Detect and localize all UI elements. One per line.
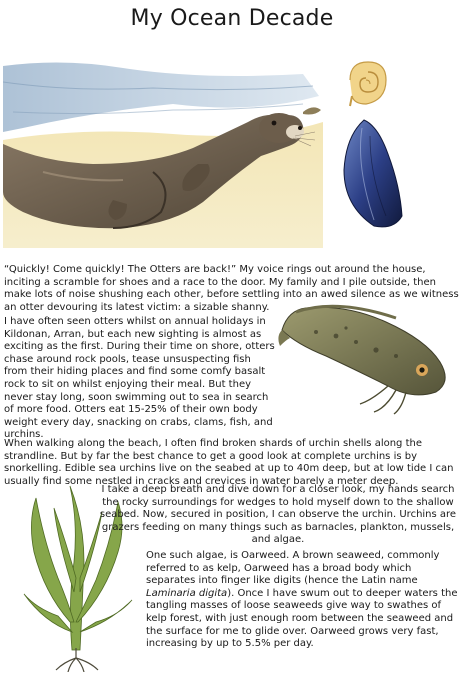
intro-paragraph: “Quickly! Come quickly! The Otters are back!” My voice rings out around the house, inciting a scramble for shoes and a race to the door. My family and I pile outside, then make lots of noise shushing each other, before settling into an awed silence as we witness an otter devouring its latest victim: a sizable shanny. <box>4 264 459 313</box>
otters-paragraph: I have often seen otters whilst on annual holidays in Kildonan, Arran, but each new sighting is almost as exciting as the first. During their time on shore, otters chase around rock pools, tease unsuspecting fish from their hiding places and find some comfy basalt rock to sit on whilst enjoying their meal. But they never stay long, soon swimming out to sea in search of more food. Otters eat 15-25% of their own body weight every day, snacking on crabs, clams, fish, and urchins. <box>4 316 275 441</box>
latin-name: Laminaria digita <box>146 587 228 599</box>
oarweed-text-part2: ). Once I have swum out to deeper waters the tangling masses of loose seaweeds give way to swathes of kelp forest, with just enough room between the seaweed and the surface for me to glide over. Oarweed grows very fast, increasing by up to 5.5% per day. <box>146 587 458 650</box>
mussel-illustration <box>340 116 408 232</box>
dive-paragraph: I take a deep breath and dive down for a closer look, my hands search the rocky surroundings for wedges to hold myself down to the shallow seabed. Now, secured in position, I can observe the urchin. Urchins are grazers feeding on many things such as barnacles, plankton, mussels, and algae. <box>99 484 457 546</box>
otter-illustration <box>3 52 323 248</box>
urchin-paragraph: When walking along the beach, I often find broken shards of urchin shells along the strandline. But by far the best chance to get a good look at complete urchins is by snorkelling. Edible sea urchins live on the seabed at up to 40m deep, but at low tide I can usually find some nestled in cracks and crevices in water barely a meter deep. <box>4 438 454 487</box>
shell-illustration <box>344 58 392 110</box>
page-title: My Ocean Decade <box>130 6 334 31</box>
oarweed-paragraph <box>146 550 458 651</box>
oarweed-text-part1: One such algae, is Oarweed. A brown seaweed, commonly referred to as kelp, Oarweed has a broad body which separates into finger like digits (hence the Latin name <box>146 550 440 587</box>
shanny-fish-illustration <box>276 300 458 416</box>
